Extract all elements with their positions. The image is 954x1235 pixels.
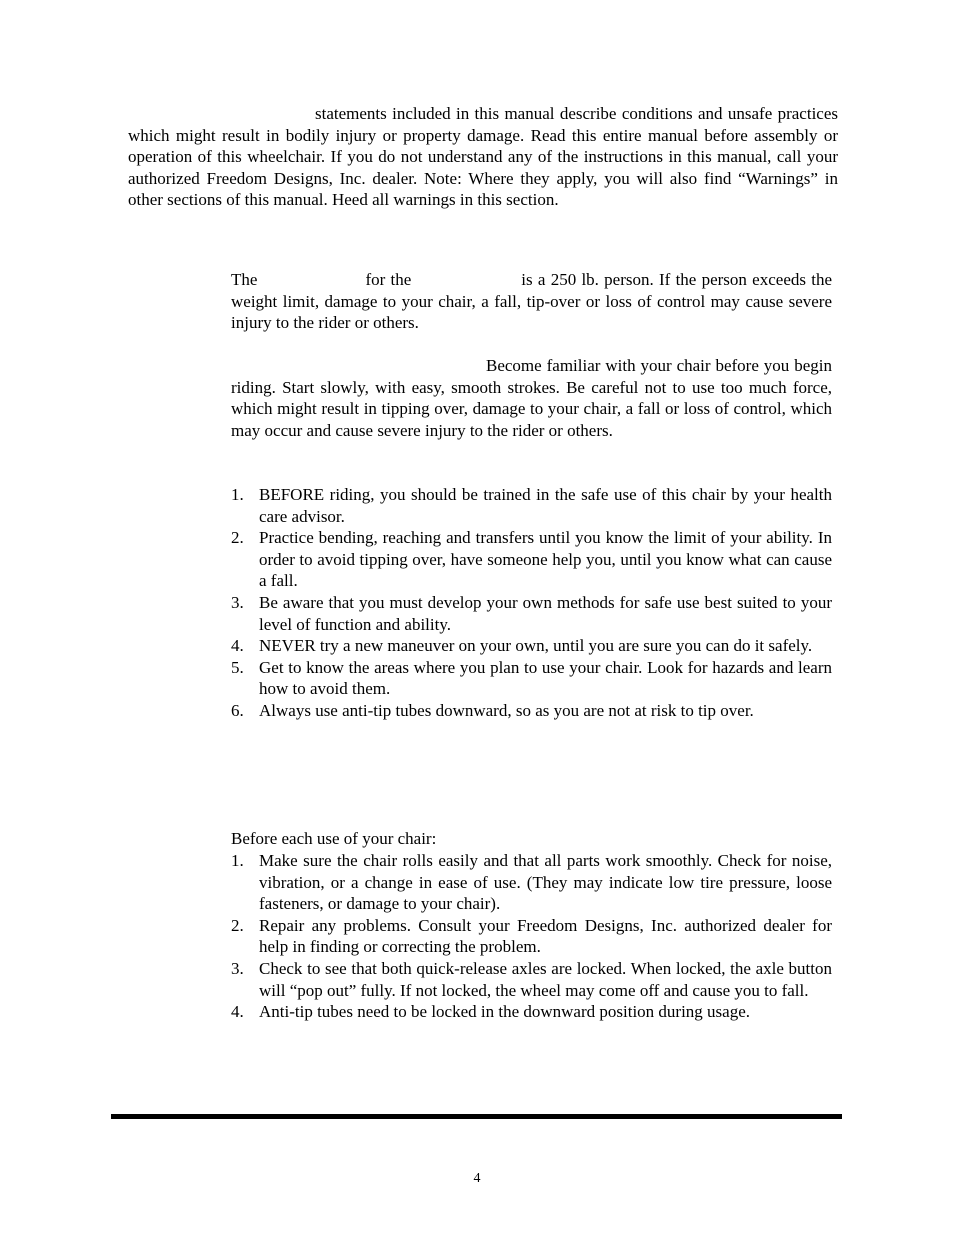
footer-rule bbox=[111, 1114, 842, 1119]
list-item bbox=[231, 484, 832, 527]
list-item bbox=[231, 657, 832, 700]
list-item bbox=[231, 915, 832, 958]
item-number: 5. bbox=[231, 657, 244, 677]
item-text: Be aware that you must develop your own methods for safe use best suited to your level of function and ability. bbox=[259, 592, 832, 634]
list-item bbox=[231, 1001, 832, 1023]
item-number: 2. bbox=[231, 915, 244, 935]
list-item bbox=[231, 700, 832, 722]
weight-limit-paragraph bbox=[231, 269, 832, 334]
item-number: 3. bbox=[231, 592, 244, 612]
item-number: 4. bbox=[231, 636, 244, 656]
item-text: Get to know the areas where you plan to use your chair. Look for hazards and learn how to avoid them. bbox=[259, 657, 832, 699]
weight-text-3: is a 250 lb. person. If the person exceeds the weight limit, damage to your chair, a fall, tip-over or loss of control may cause severe injury to the rider or others. bbox=[231, 270, 832, 333]
list-item bbox=[231, 592, 832, 635]
item-text: Anti-tip tubes need to be locked in the downward position during usage. bbox=[259, 1002, 751, 1022]
list-item bbox=[231, 527, 832, 592]
weight-text-2: for the bbox=[365, 270, 412, 289]
weight-text-1: The bbox=[231, 270, 258, 289]
item-text: NEVER try a new maneuver on your own, until you are sure you can do it safely. bbox=[259, 636, 813, 656]
item-text: Check to see that both quick-release axles are locked. When locked, the axle button will “pop out” fully. If not locked, the wheel may come off and cause you to fall. bbox=[259, 958, 832, 1000]
item-text: BEFORE riding, you should be trained in the safe use of this chair by your health care advisor. bbox=[259, 485, 832, 526]
item-number: 1. bbox=[231, 485, 244, 504]
item-text: Make sure the chair rolls easily and that all parts work smoothly. Check for noise, vibration, or a change in ease of use. (They may indicate low tire pressure, loose fasteners, or damage to your chair). bbox=[259, 851, 832, 914]
check-intro: Before each use of your chair: bbox=[231, 829, 437, 848]
item-number: 1. bbox=[231, 851, 244, 870]
item-text: Repair any problems. Consult your Freedom Designs, Inc. authorized dealer for help in finding or correcting the problem. bbox=[259, 915, 832, 957]
item-number: 3. bbox=[231, 958, 244, 978]
item-text: Practice bending, reaching and transfers until you know the limit of your ability. In order to avoid tipping over, have someone help you, until you know what can cause a fall. bbox=[259, 528, 832, 591]
list-item bbox=[231, 635, 832, 657]
familiarize-paragraph: Become familiar with your chair before you begin riding. Start slowly, with easy, smooth strokes. Be careful not to use too much force, which might result in tipping over, damage to your chair, a fall or loss of control, which may occur and cause severe injury to the rider or others. bbox=[231, 356, 832, 440]
item-number: 4. bbox=[231, 1002, 244, 1022]
list-item bbox=[231, 850, 832, 915]
intro-paragraph: statements included in this manual describe conditions and unsafe practices which might result in bodily injury or property damage. Read this entire manual before assembly or operation of this wheelchair. If you do not understand any of the instructions in this manual, call your authorized Freedom Designs, Inc. dealer. Note: Where they apply, you will also find “Warnings” in other sections of this manual. Heed all warnings in this section. bbox=[128, 104, 838, 210]
item-number: 2. bbox=[231, 528, 244, 548]
item-text: Always use anti-tip tubes downward, so as you are not at risk to tip over. bbox=[259, 700, 754, 720]
page-number: 4 bbox=[473, 1171, 481, 1186]
item-number: 6. bbox=[231, 700, 244, 720]
pre-use-check-list bbox=[231, 850, 832, 1023]
list-item bbox=[231, 958, 832, 1001]
riding-safety-list bbox=[231, 484, 832, 722]
